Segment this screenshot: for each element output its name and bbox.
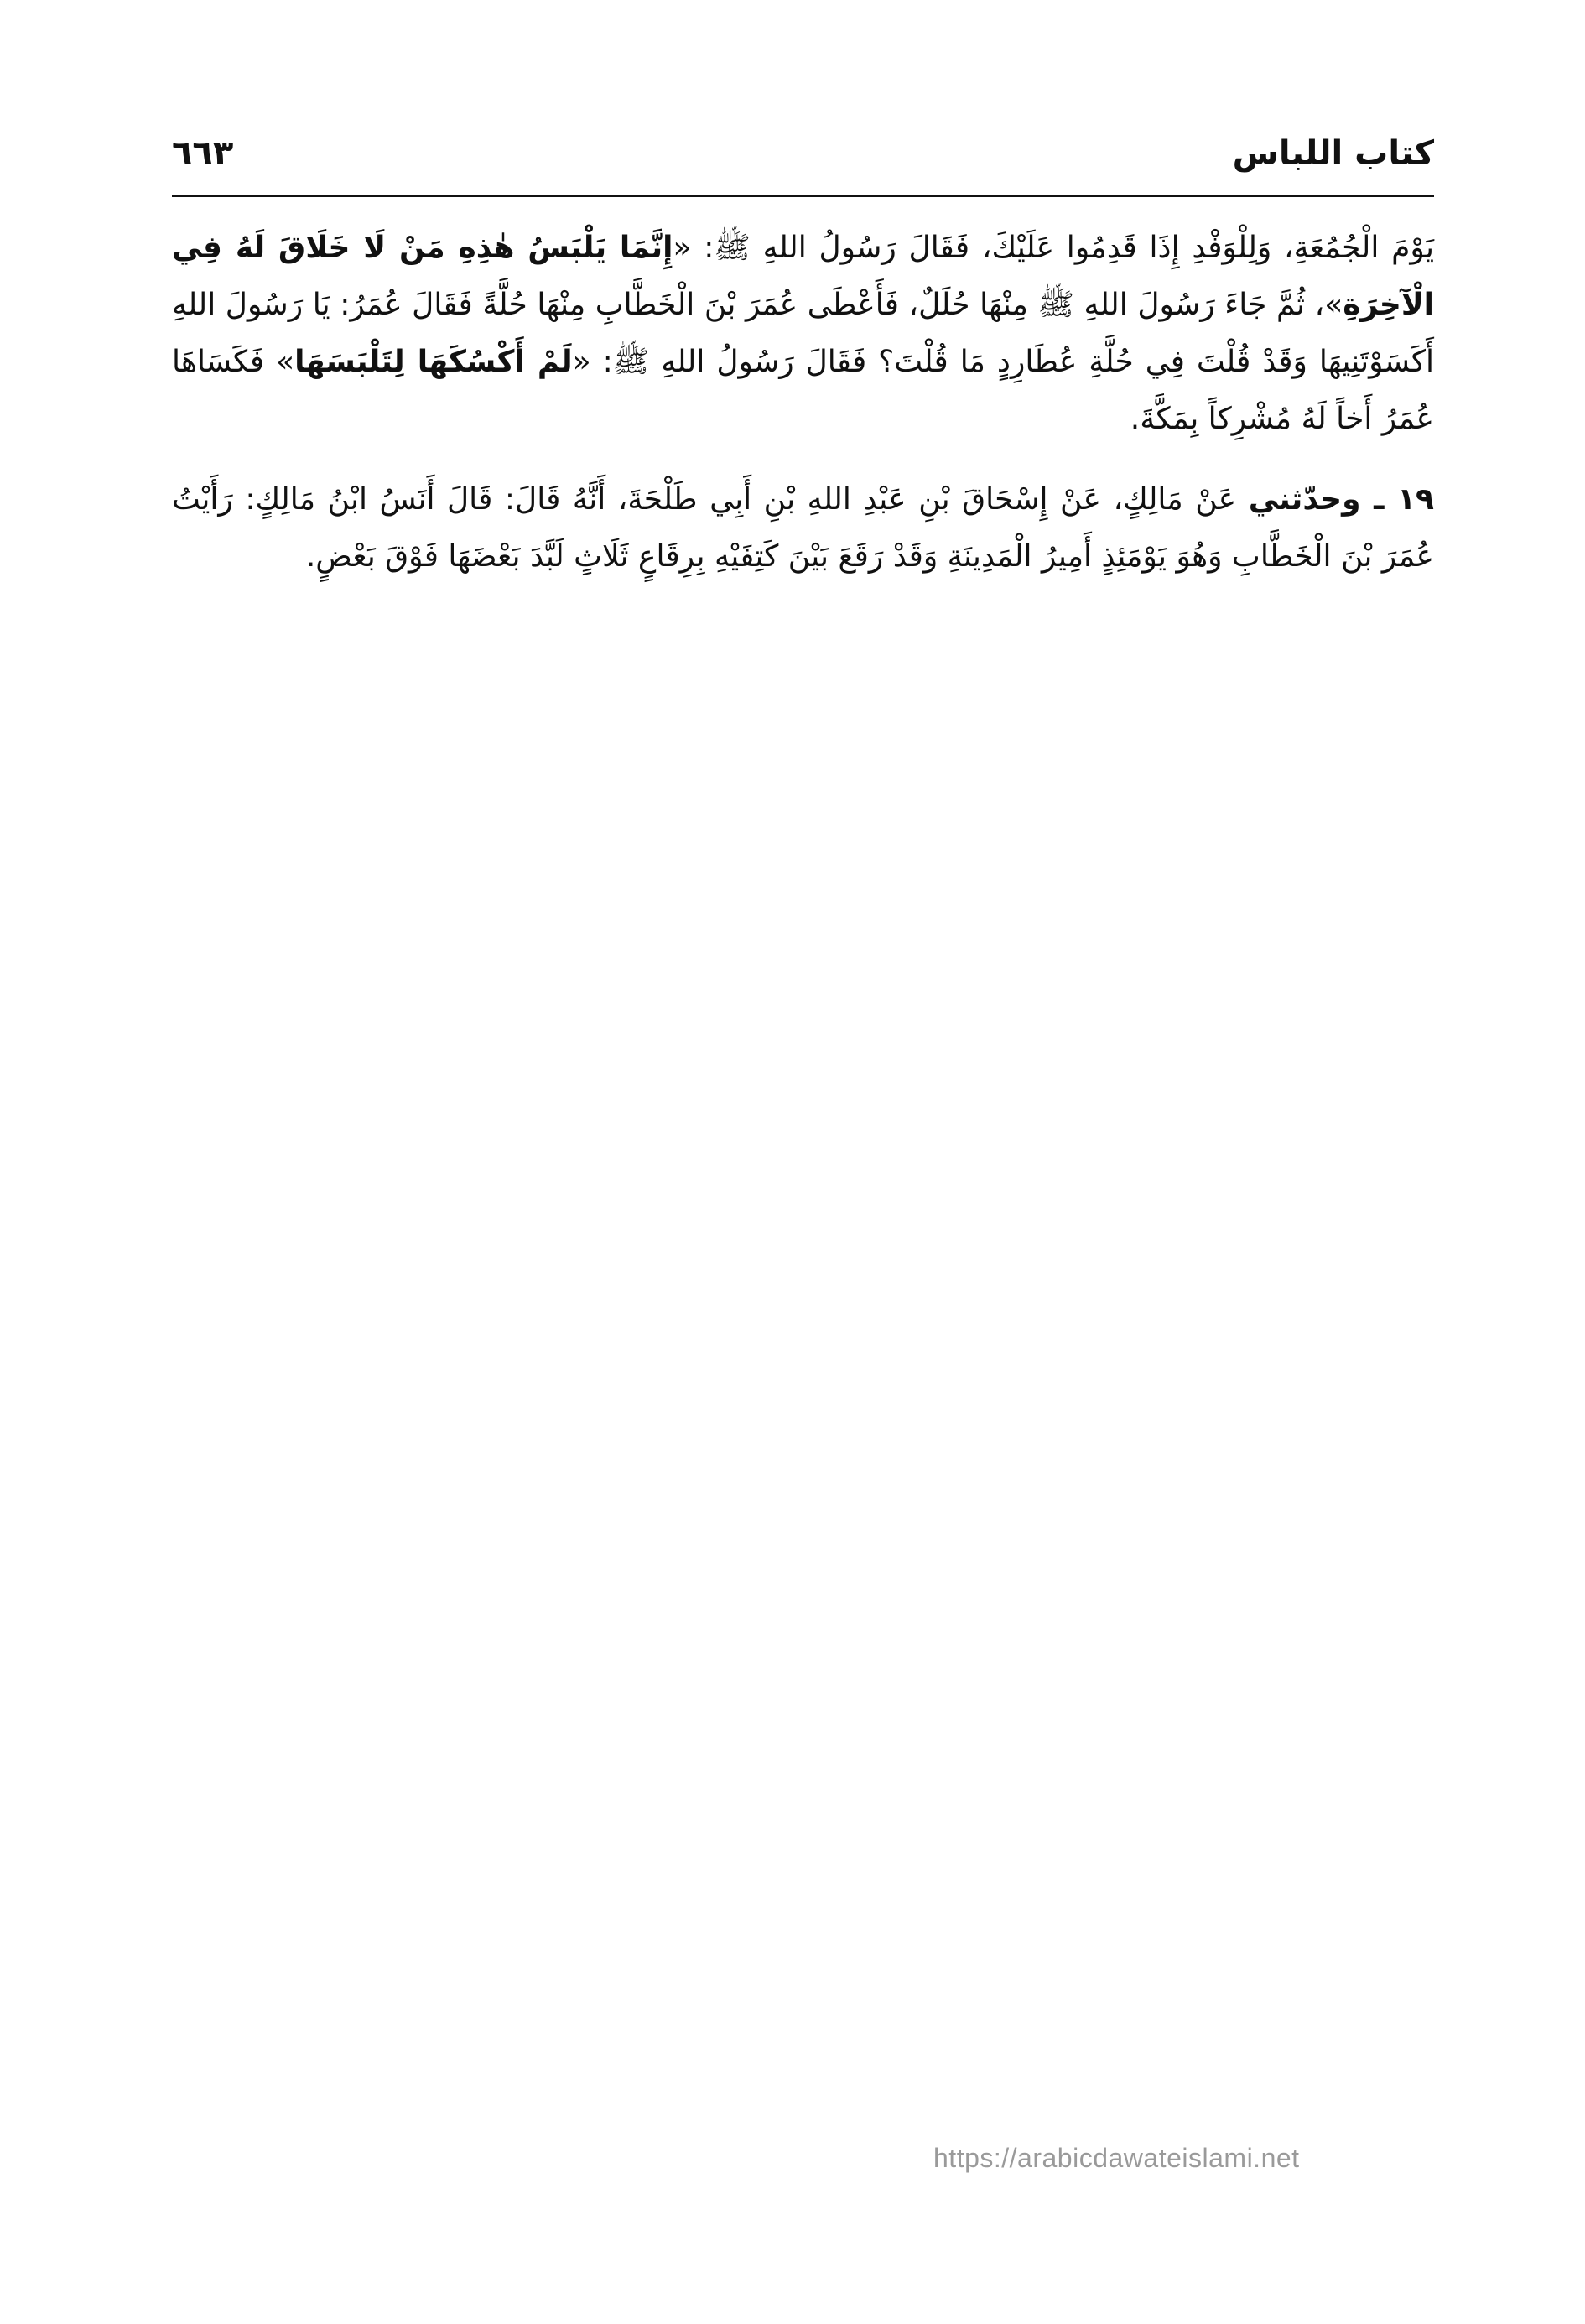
hadith-number: ١٩ ـ	[1360, 482, 1435, 517]
prophetic-quote: إِنَّمَا يَلْبَسُ هٰذِهِ مَنْ لَا خَلَاقَ لَهُ فِي الْآخِرَةِ	[172, 231, 1434, 322]
header-divider	[172, 195, 1434, 197]
prophetic-quote: لَمْ أَكْسُكَهَا لِتَلْبَسَهَا	[294, 345, 573, 379]
paragraph-text: » فَكَسَاهَا عُمَرُ أَخاً لَهُ مُشْرِكاً بِمَكَّةَ.	[172, 345, 1434, 436]
narration-opening: وحدّثني	[1248, 482, 1361, 517]
source-watermark-url: https://arabicdawateislami.net	[933, 2143, 1300, 2173]
paragraph	[172, 220, 1434, 448]
page-body	[172, 220, 1434, 585]
paragraph-text: يَوْمَ الْجُمُعَةِ، وَلِلْوَفْدِ إِذَا قَدِمُوا عَلَيْكَ، فَقَالَ رَسُولُ اللهِ ﷺ: «	[673, 231, 1434, 265]
paragraph-text: »، ثُمَّ جَاءَ رَسُولَ اللهِ ﷺ مِنْهَا حُلَلٌ، فَأَعْطَى عُمَرَ بْنَ الْخَطَّابِ مِنْهَا حُلَّةً فَقَالَ عُمَرُ: يَا رَسُولَ اللهِ أَكَسَوْتَنِيهَا وَقَدْ قُلْتَ فِي حُلَّةِ عُطَارِدٍ مَا قُلْتَ؟ فَقَالَ رَسُولُ اللهِ ﷺ: «	[172, 288, 1434, 379]
hadith-text: عَنْ مَالِكٍ، عَنْ إِسْحَاقَ بْنِ عَبْدِ اللهِ بْنِ أَبِي طَلْحَةَ، أَنَّهُ قَالَ: قَالَ أَنَسُ ابْنُ مَالِكٍ: رَأَيْتُ عُمَرَ بْنَ الْخَطَّابِ وَهُوَ يَوْمَئِذٍ أَمِيرُ الْمَدِينَةِ وَقَدْ رَقَعَ بَيْنَ كَتِفَيْهِ بِرِقَاعٍ ثَلَاثٍ لَبَّدَ بَعْضَهَا فَوْقَ بَعْضٍ.	[172, 482, 1434, 574]
page-header	[172, 130, 1434, 189]
hadith-paragraph	[172, 471, 1434, 585]
book-title: كتاب اللباس	[1232, 134, 1434, 173]
page-number: ٦٦٣	[172, 134, 234, 173]
